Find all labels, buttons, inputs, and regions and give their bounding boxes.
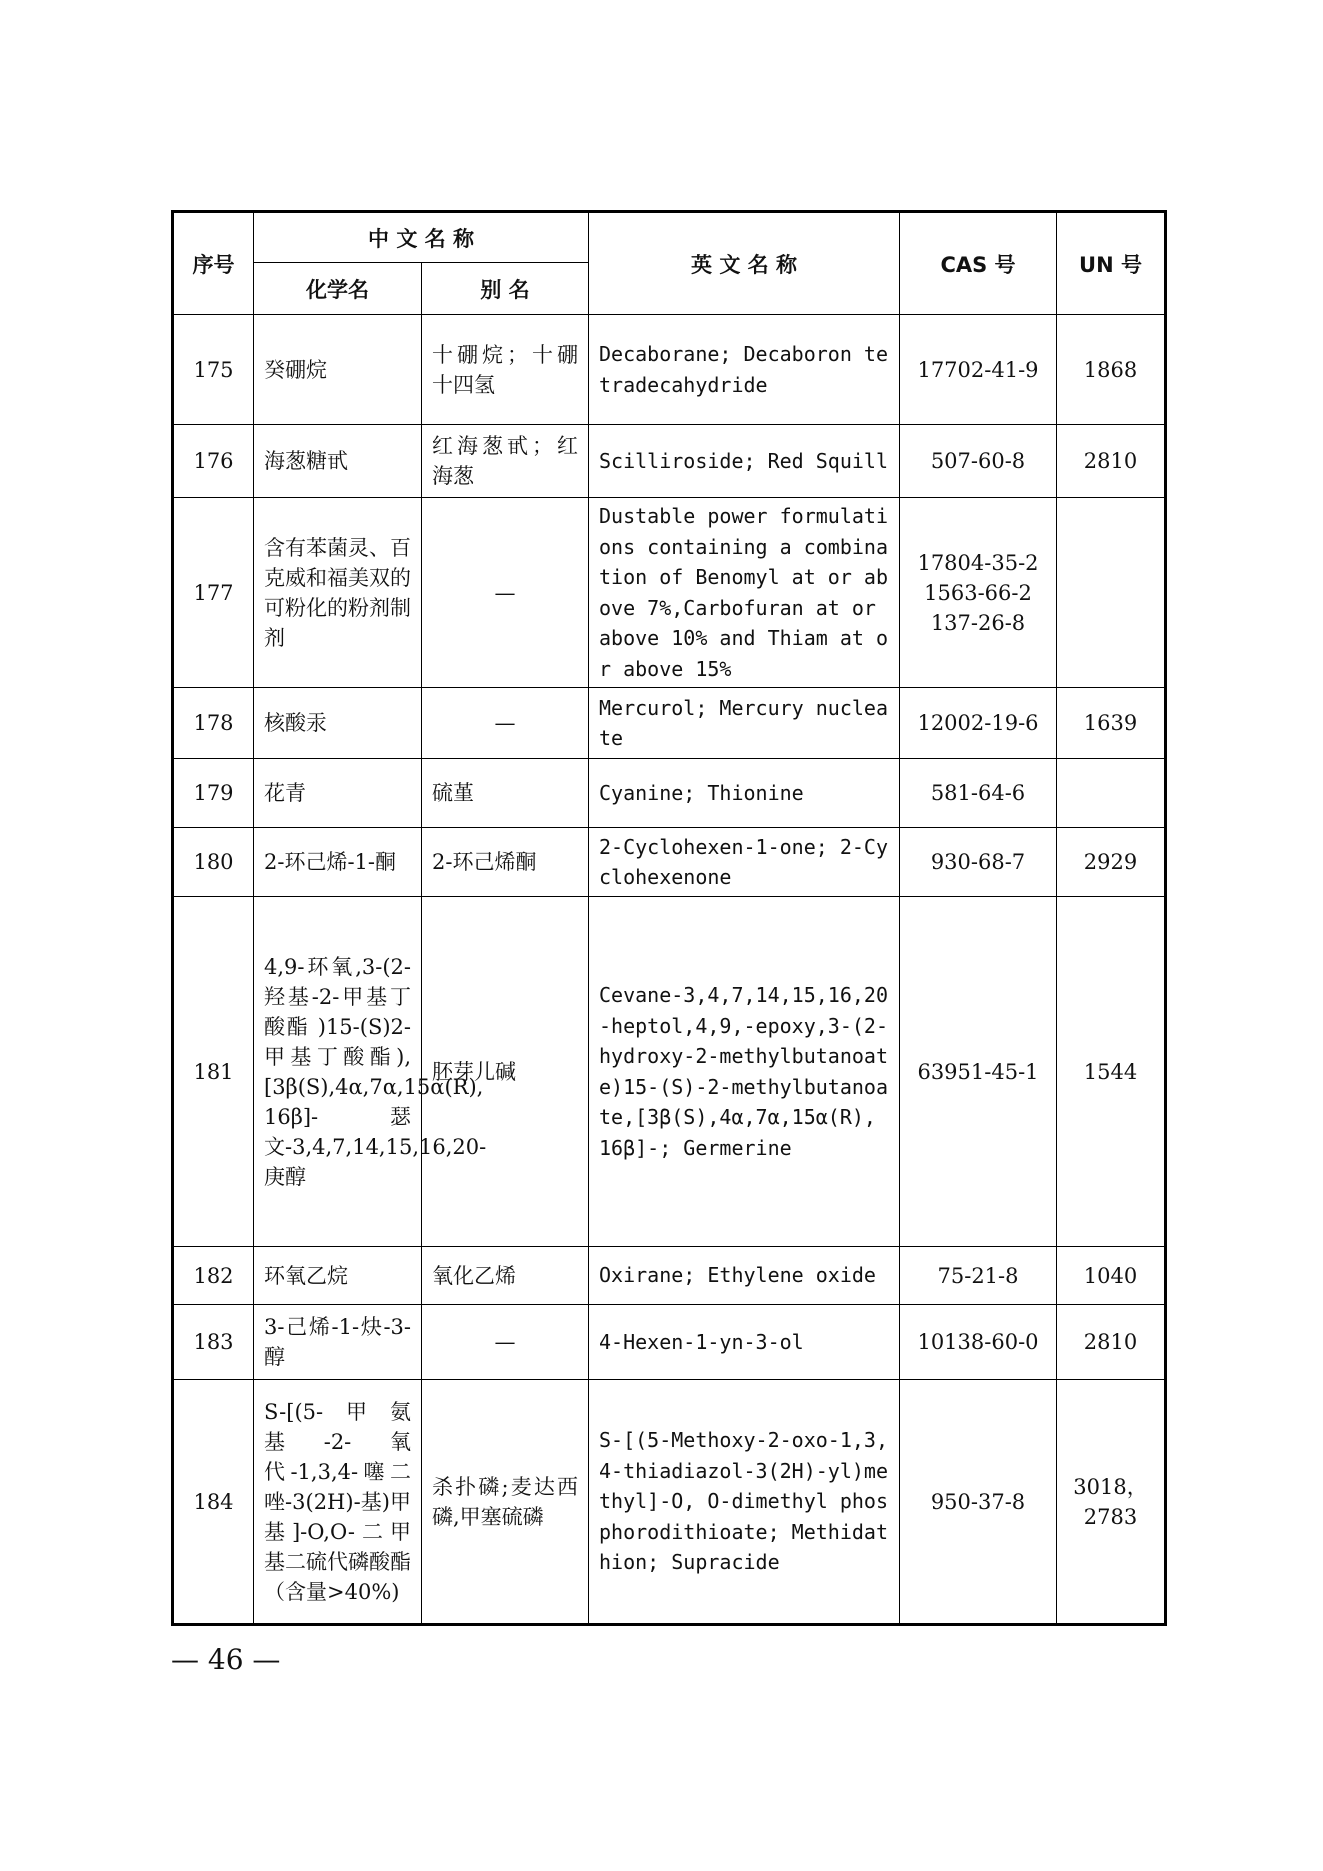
- table-row: [173, 1247, 1166, 1305]
- seq-cell: 182: [173, 1247, 254, 1305]
- english-name-cell: Scilliroside; Red Squill: [589, 425, 900, 498]
- table-row: [173, 425, 1166, 498]
- cas-cell: 17804-35-2 1563-66-2 137-26-8: [900, 498, 1057, 688]
- table-row: [173, 315, 1166, 425]
- header-chinese-name: 中 文 名 称: [254, 212, 589, 263]
- chemical-table: [171, 210, 1167, 1626]
- seq-cell: 183: [173, 1305, 254, 1380]
- chemical-name-cell: 4,9-环氧,3-(2-羟基-2-甲基丁酸酯 )15-(S)2-甲基丁酸酯),[3β(S),4α,7α,15α(R), 16β]-瑟文-3,4,7,14,15,16,20-庚醇: [254, 897, 422, 1247]
- chemical-name-cell: 环氧乙烷: [254, 1247, 422, 1305]
- english-name-cell: 2-Cyclohexen-1-one; 2-Cyclohexenone: [589, 828, 900, 897]
- seq-cell: 175: [173, 315, 254, 425]
- table-row: [173, 688, 1166, 759]
- chemical-name-cell: 3-己烯-1-炔-3-醇: [254, 1305, 422, 1380]
- table-row: [173, 1380, 1166, 1625]
- english-name-cell: Oxirane; Ethylene oxide: [589, 1247, 900, 1305]
- english-name-cell: Mercurol; Mercury nucleate: [589, 688, 900, 759]
- alias-cell: 十硼烷；十硼十四氢: [422, 315, 589, 425]
- un-cell: 2929: [1057, 828, 1166, 897]
- table-body: [173, 315, 1166, 1625]
- chemical-name-cell: 海葱糖甙: [254, 425, 422, 498]
- chemical-name-cell: 2-环己烯-1-酮: [254, 828, 422, 897]
- header-english-name: 英 文 名 称: [589, 212, 900, 315]
- cas-cell: 507-60-8: [900, 425, 1057, 498]
- seq-cell: 180: [173, 828, 254, 897]
- header-un: UN 号: [1057, 212, 1166, 315]
- un-cell: 3018，2783: [1057, 1380, 1166, 1625]
- alias-cell: —: [422, 498, 589, 688]
- chemical-name-cell: 核酸汞: [254, 688, 422, 759]
- alias-cell: 2-环己烯酮: [422, 828, 589, 897]
- seq-cell: 184: [173, 1380, 254, 1625]
- cas-cell: 75-21-8: [900, 1247, 1057, 1305]
- chemical-name-cell: 癸硼烷: [254, 315, 422, 425]
- table-row: [173, 1305, 1166, 1380]
- cas-cell: 581-64-6: [900, 759, 1057, 828]
- alias-cell: —: [422, 1305, 589, 1380]
- header-chemical-name: 化学名: [254, 263, 422, 315]
- seq-cell: 178: [173, 688, 254, 759]
- english-name-cell: 4-Hexen-1-yn-3-ol: [589, 1305, 900, 1380]
- table-row: [173, 759, 1166, 828]
- english-name-cell: Decaborane; Decaboron tetradecahydride: [589, 315, 900, 425]
- cas-cell: 10138-60-0: [900, 1305, 1057, 1380]
- header-alias: 别 名: [422, 263, 589, 315]
- un-cell: 1544: [1057, 897, 1166, 1247]
- english-name-cell: Cevane-3,4,7,14,15,16,20-heptol,4,9,-epoxy,3-(2-hydroxy-2-methylbutanoate)15-(S)-2-methylbutanoate,[3β(S),4α,7α,15α(R), 16β]-; Germerine: [589, 897, 900, 1247]
- header-cas: CAS 号: [900, 212, 1057, 315]
- alias-cell: 氧化乙烯: [422, 1247, 589, 1305]
- cas-cell: 12002-19-6: [900, 688, 1057, 759]
- cas-cell: 950-37-8: [900, 1380, 1057, 1625]
- alias-cell: —: [422, 688, 589, 759]
- seq-cell: 177: [173, 498, 254, 688]
- english-name-cell: Cyanine; Thionine: [589, 759, 900, 828]
- chemical-name-cell: 含有苯菌灵、百克威和福美双的可粉化的粉剂制剂: [254, 498, 422, 688]
- un-cell: [1057, 498, 1166, 688]
- seq-cell: 181: [173, 897, 254, 1247]
- un-cell: 1639: [1057, 688, 1166, 759]
- un-cell: 2810: [1057, 425, 1166, 498]
- un-cell: [1057, 759, 1166, 828]
- un-cell: 1868: [1057, 315, 1166, 425]
- cas-cell: 63951-45-1: [900, 897, 1057, 1247]
- un-cell: 1040: [1057, 1247, 1166, 1305]
- alias-cell: 杀扑磷;麦达西磷,甲塞硫磷: [422, 1380, 589, 1625]
- english-name-cell: S-[(5-Methoxy-2-oxo-1,3,4-thiadiazol-3(2H)-yl)methyl]-O, O-dimethyl phosphorodithioate; Methidathion; Supracide: [589, 1380, 900, 1625]
- table-row: [173, 897, 1166, 1247]
- table-row: [173, 498, 1166, 688]
- seq-cell: 176: [173, 425, 254, 498]
- chemical-name-cell: S-[(5-甲氨基-2-氧代-1,3,4-噻二唑-3(2H)-基)甲基]-O,O-二甲基二硫代磷酸酯（含量>40%): [254, 1380, 422, 1625]
- seq-cell: 179: [173, 759, 254, 828]
- english-name-cell: Dustable power formulations containing a combination of Benomyl at or above 7%,Carbofuran at or above 10% and Thiam at or above 15%: [589, 498, 900, 688]
- page-number: — 46 —: [171, 1643, 281, 1676]
- table-row: [173, 828, 1166, 897]
- alias-cell: 硫堇: [422, 759, 589, 828]
- table-header: [173, 212, 1166, 315]
- alias-cell: 胚芽儿碱: [422, 897, 589, 1247]
- chemical-name-cell: 花青: [254, 759, 422, 828]
- cas-cell: 17702-41-9: [900, 315, 1057, 425]
- header-seq: 序号: [173, 212, 254, 315]
- alias-cell: 红海葱甙；红海葱: [422, 425, 589, 498]
- cas-cell: 930-68-7: [900, 828, 1057, 897]
- un-cell: 2810: [1057, 1305, 1166, 1380]
